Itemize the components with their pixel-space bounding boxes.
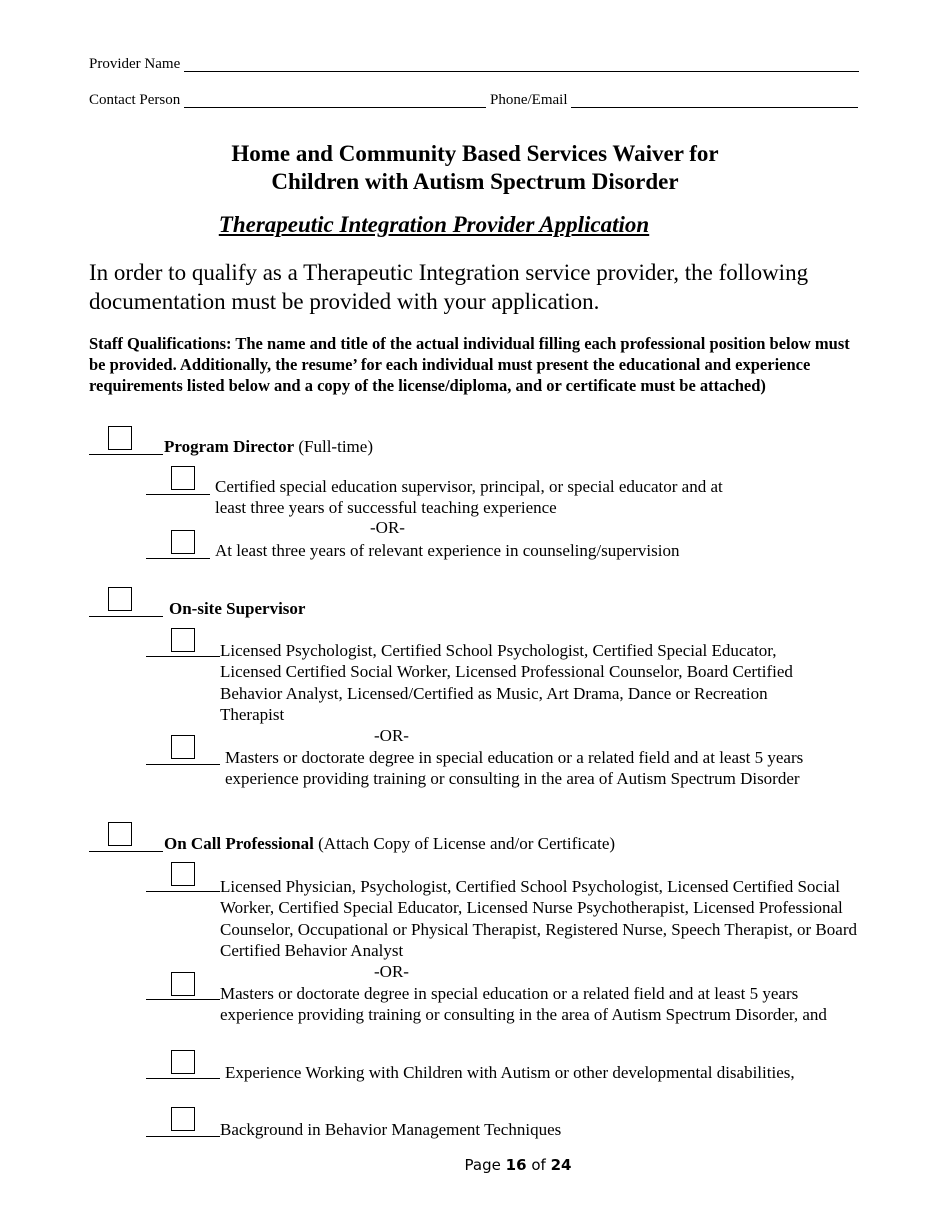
or-separator: -OR- — [374, 962, 409, 981]
document-title — [0, 140, 950, 168]
on-call-option-2: Masters or doctorate degree in special education or a related field and at least 5 years experience providing training or consulting in the area of Autism Spectrum Disorder, and — [220, 984, 827, 1025]
onsite-supervisor-checkbox[interactable] — [108, 587, 132, 611]
onsite-supervisor-option-2: Masters or doctorate degree in special education or a related field and at least 5 years experience providing training or consulting in the area of Autism Spectrum Disorder — [225, 748, 804, 789]
underline — [89, 454, 163, 455]
underline — [146, 1078, 220, 1079]
program-director-option-1-checkbox[interactable] — [171, 466, 195, 490]
underline — [146, 1136, 220, 1137]
on-call-option-1: Licensed Physician, Psychologist, Certified School Psychologist, Licensed Certified Social Worker, Certified Special Educator, Licensed Nurse Psychotherapist, Licensed Professional Counselor, Occupational or Physical Therapist, Registered Nurse, Speech Therapist, or Board Certified Behavior Analyst — [220, 877, 857, 960]
underline — [89, 616, 163, 617]
or-separator: -OR- — [374, 726, 409, 745]
contact-person-field[interactable] — [184, 107, 486, 108]
of-label: of — [531, 1156, 546, 1174]
underline — [146, 656, 220, 657]
program-director-option-2-checkbox[interactable] — [171, 530, 195, 554]
underline — [146, 494, 210, 495]
program-director-note: (Full-time) — [298, 437, 373, 456]
provider-name-label: Provider Name — [89, 56, 181, 72]
intro-paragraph: In order to qualify as a Therapeutic Integration service provider, the following documentation must be provided with your application. — [89, 260, 809, 314]
phone-email-field[interactable] — [571, 107, 858, 108]
on-call-option-3: Experience Working with Children with Autism or other developmental disabilities, — [225, 1063, 795, 1082]
page-label: Page — [464, 1156, 501, 1174]
title-line-2: Children with Autism Spectrum Disorder — [271, 169, 679, 194]
underline — [146, 558, 210, 559]
program-director-checkbox[interactable] — [108, 426, 132, 450]
or-separator: -OR- — [370, 518, 405, 537]
underline — [146, 999, 220, 1000]
on-call-option-4: Background in Behavior Management Techniques — [220, 1120, 562, 1139]
program-director-heading — [164, 436, 373, 457]
underline — [89, 851, 163, 852]
phone-email-label: Phone/Email — [490, 92, 568, 108]
title-line-1: Home and Community Based Services Waiver for — [231, 141, 719, 166]
on-call-professional-title: On Call Professional — [164, 834, 314, 853]
on-call-option-3-checkbox[interactable] — [171, 1050, 195, 1074]
on-call-option-4-checkbox[interactable] — [171, 1107, 195, 1131]
onsite-supervisor-option-1: Licensed Psychologist, Certified School Psychologist, Certified Special Educator, Licensed Certified Social Worker, Licensed Professional Counselor, Board Certified Behavior Analyst, Licensed/Certified as Music, Art Drama, Dance or Recreation Therapist — [220, 641, 793, 724]
page-number: 16 — [505, 1156, 527, 1174]
on-call-professional-heading — [164, 833, 615, 854]
onsite-supervisor-heading — [169, 598, 305, 619]
page-footer — [0, 1156, 950, 1174]
contact-person-label: Contact Person — [89, 92, 181, 108]
underline — [146, 891, 220, 892]
program-director-option-1: Certified special education supervisor, principal, or special educator and at least three years of successful teaching experience — [215, 477, 723, 518]
on-call-option-1-checkbox[interactable] — [171, 862, 195, 886]
staff-qualifications-paragraph: Staff Qualifications: The name and title of the actual individual filling each professional position below must be provided. Additionally, the resume’ for each individual must present the educational and experience requirements listed below and a copy of the license/diploma, and or certificate must be attached) — [89, 334, 850, 395]
onsite-supervisor-title: On-site Supervisor — [169, 599, 306, 618]
onsite-supervisor-option-2-checkbox[interactable] — [171, 735, 195, 759]
provider-name-field[interactable] — [184, 71, 859, 72]
underline — [146, 764, 220, 765]
program-director-title: Program Director — [164, 437, 295, 456]
page-total: 24 — [550, 1156, 572, 1174]
on-call-professional-note: (Attach Copy of License and/or Certificate) — [318, 834, 616, 853]
application-subtitle: Therapeutic Integration Provider Application — [218, 212, 650, 237]
on-call-professional-checkbox[interactable] — [108, 822, 132, 846]
on-call-option-2-checkbox[interactable] — [171, 972, 195, 996]
title-line-2-wrap — [0, 168, 950, 196]
onsite-supervisor-option-1-checkbox[interactable] — [171, 628, 195, 652]
program-director-option-2: At least three years of relevant experience in counseling/supervision — [215, 541, 680, 560]
